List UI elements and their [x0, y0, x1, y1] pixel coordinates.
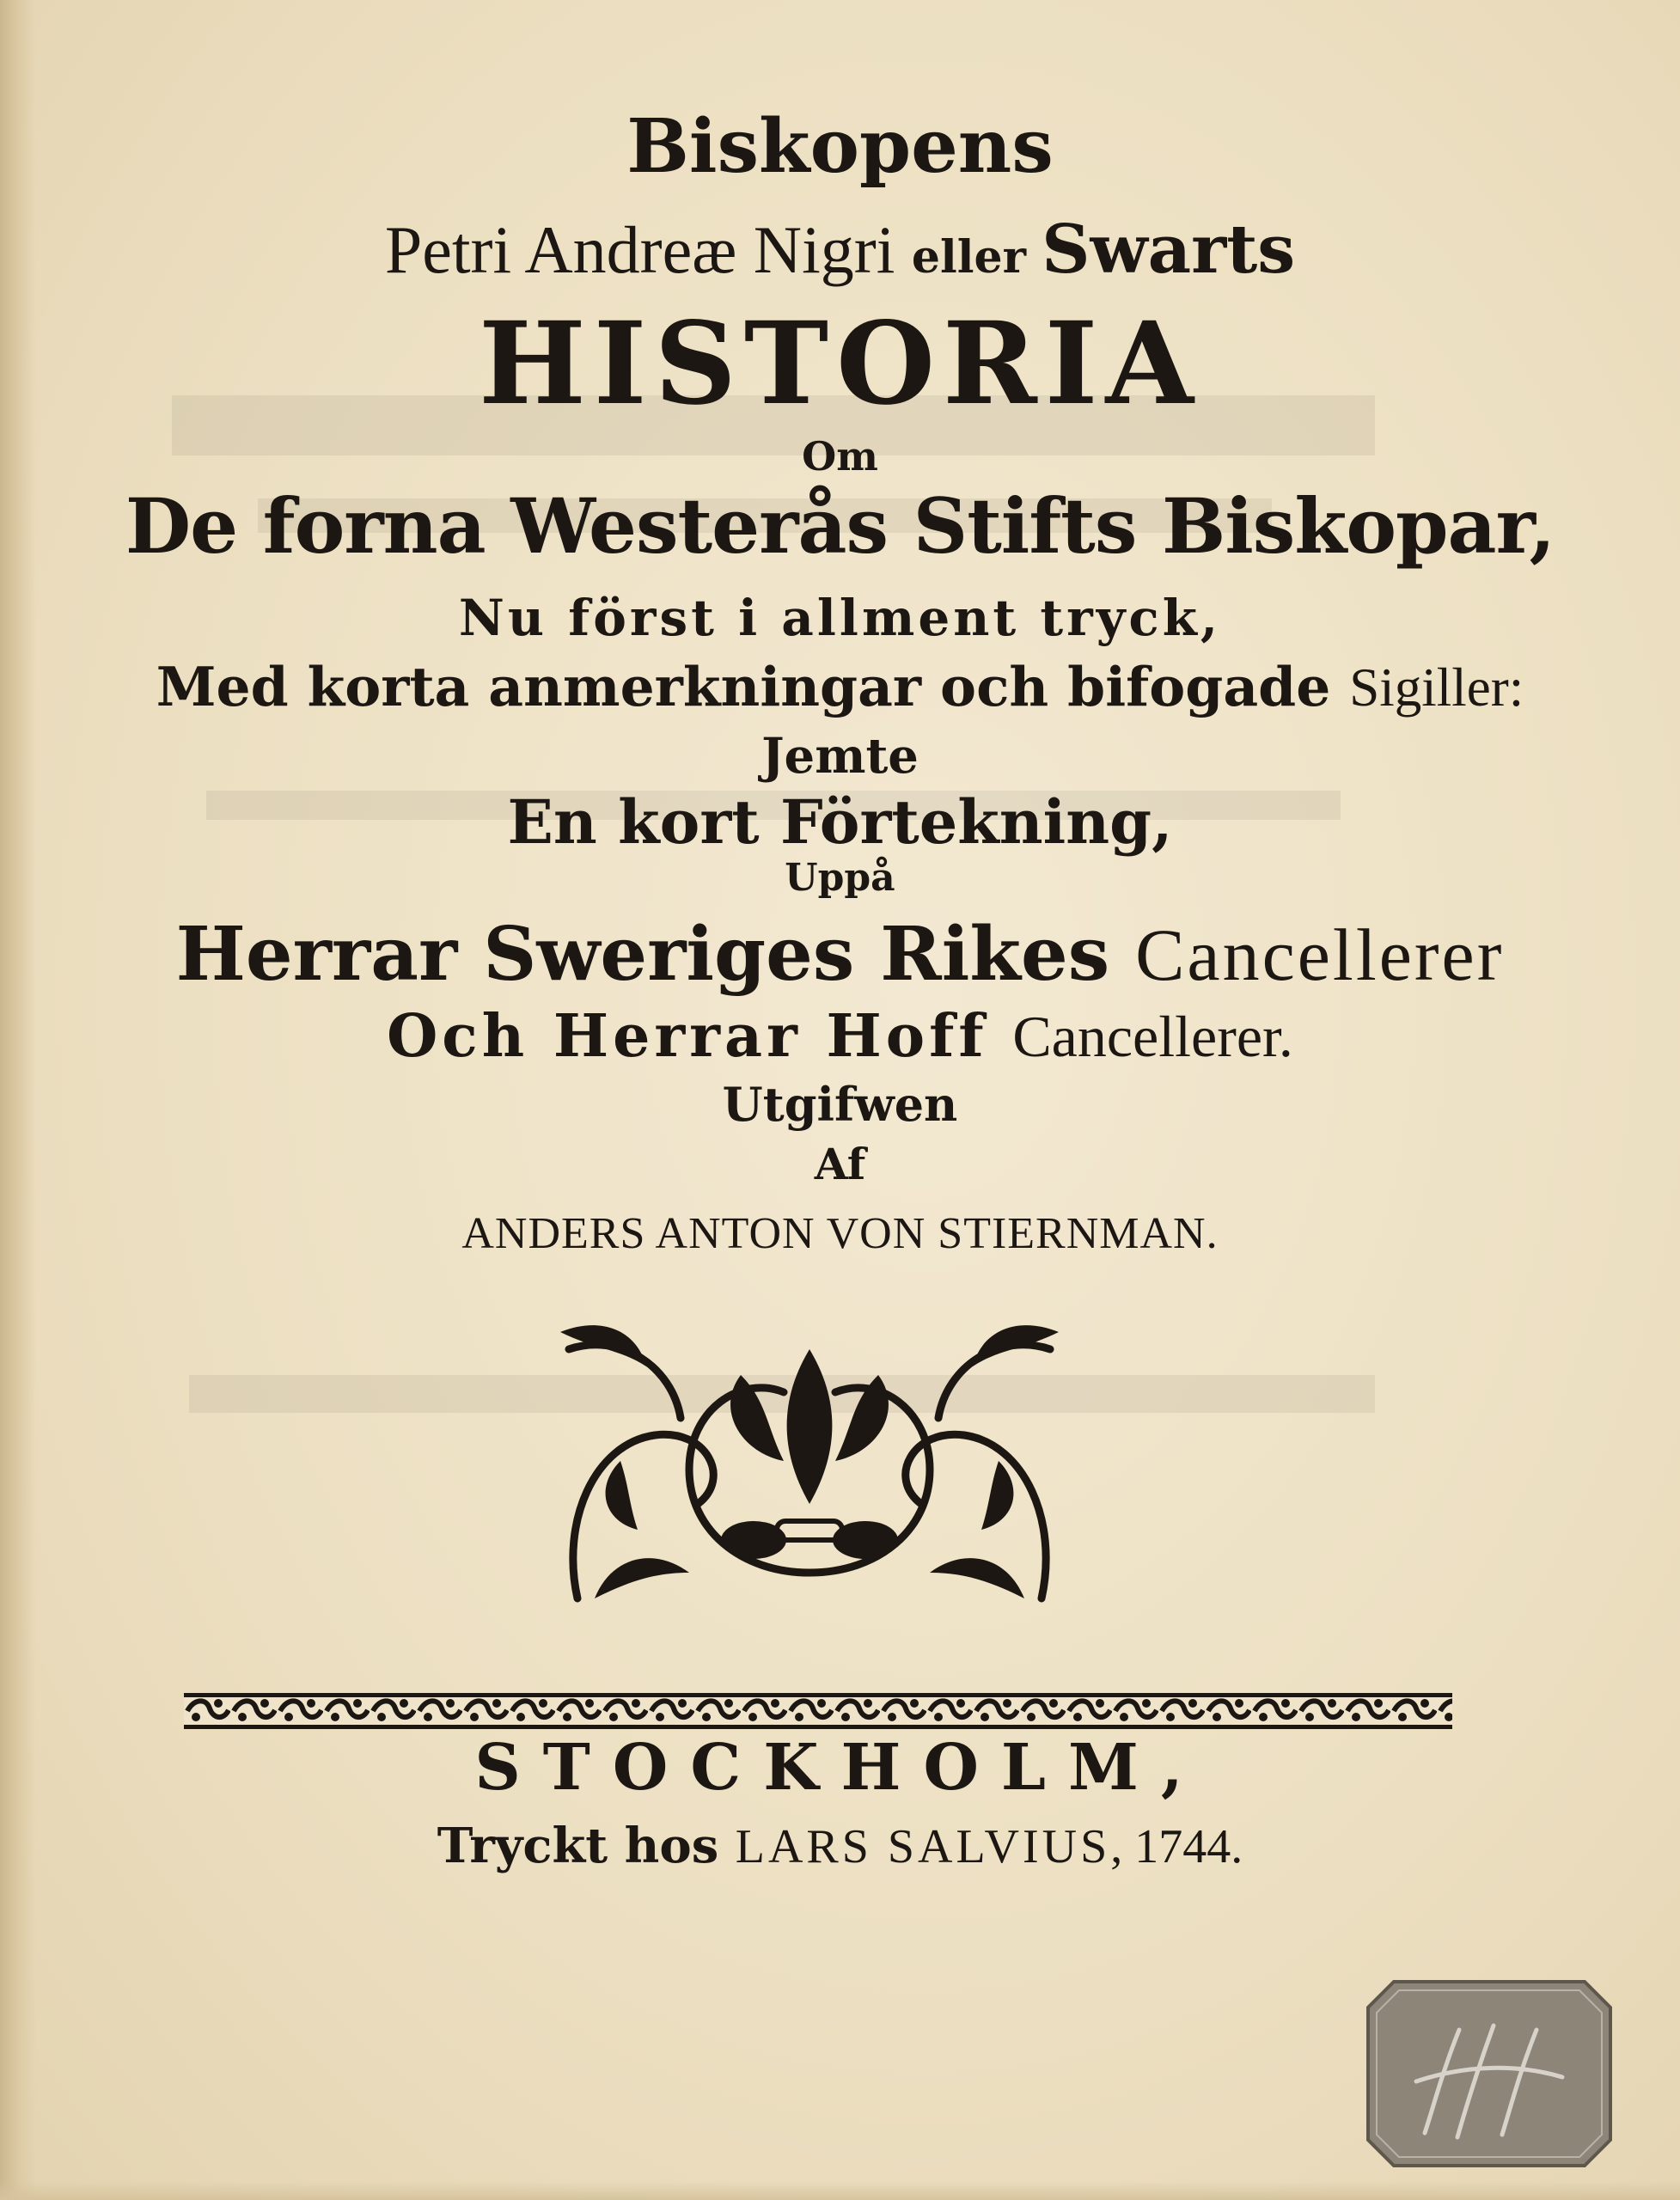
title-line-court-chancellors [0, 1002, 1680, 1071]
imprint-year: , 1744. [1110, 1820, 1243, 1873]
printed-by-text: Tryckt hos [437, 1818, 736, 1874]
title-line-jemte: Jemte [761, 728, 919, 785]
imprint-city: STOCKHOLM, [474, 1731, 1206, 1805]
title-line-biskopens: Biskopens [626, 103, 1054, 190]
title-line-af: Af [814, 1139, 866, 1189]
title-line-om: Om [802, 433, 878, 480]
swarts-text: Swarts [1042, 211, 1296, 289]
annotations-text: Med korta anmerkningar och bifogade [156, 655, 1350, 718]
author-name-text: Petri Andreæ Nigri [384, 212, 912, 287]
title-line-uppa: Uppå [785, 856, 895, 900]
editor-name: ANDERS ANTON VON STIERNMAN. [461, 1209, 1219, 1258]
title-line-annotations [0, 655, 1680, 718]
title-line-chancellors [0, 911, 1680, 998]
title-line-bishops: De forna Westerås Stifts Biskopar, [125, 481, 1555, 571]
title-line-first-print: Nu först i allment tryck, [458, 589, 1222, 647]
cancellerer-court-text: Cancellerer. [1012, 1004, 1293, 1069]
title-line-utgifwen: Utgifwen [722, 1077, 958, 1132]
floral-vignette-icon [543, 1315, 1076, 1616]
eller-text: eller [911, 231, 1042, 284]
sigiller-text: Sigiller: [1349, 657, 1524, 718]
monogram-stamp-icon [1365, 1978, 1614, 2169]
court-chancellors-text: Och Herrar Hoff [387, 1002, 1013, 1071]
page-bottom-edge [0, 2181, 1680, 2200]
main-title-historia: HISTORIA [479, 297, 1201, 431]
title-line-register: En kort Förtekning, [507, 786, 1173, 858]
cancellerer-text: Cancellerer [1135, 914, 1505, 996]
printer-name: LARS SALVIUS [735, 1820, 1111, 1873]
realm-chancellors-text: Herrar Sweriges Rikes [175, 911, 1136, 998]
decorative-border-icon [184, 1691, 1452, 1731]
title-line-author [0, 211, 1680, 289]
imprint-printer [0, 1818, 1680, 1874]
